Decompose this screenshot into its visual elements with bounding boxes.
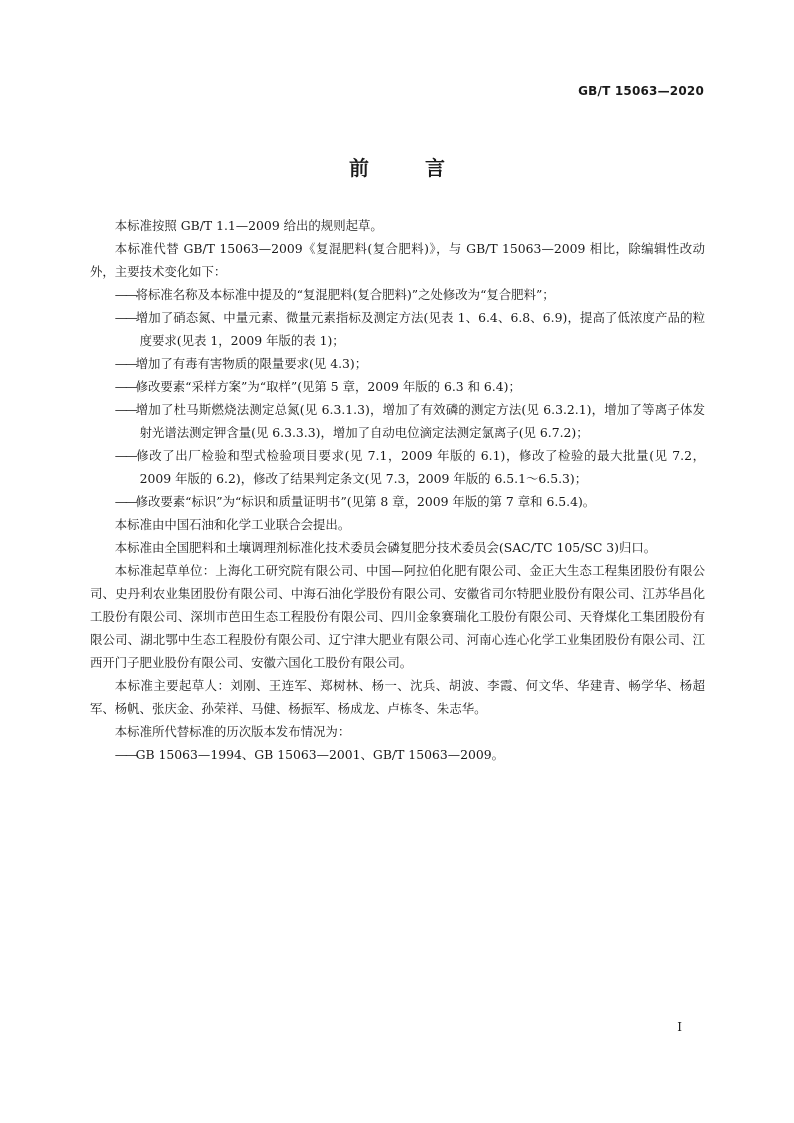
paragraph-drafting-rules: 本标准按照 GB/T 1.1—2009 给出的规则起草。 bbox=[114, 218, 383, 233]
previous-editions-text: GB 15063—1994、GB 15063—2001、GB/T 15063—2009。 bbox=[135, 747, 505, 762]
dash-mark: —— bbox=[114, 379, 136, 394]
dash-mark: —— bbox=[114, 402, 136, 417]
foreword-body bbox=[90, 214, 705, 766]
paragraph-drafting-units: 本标准起草单位：上海化工研究院有限公司、中国—阿拉伯化肥有限公司、金正大生态工程集团股份有限公司、史丹利农业集团股份有限公司、中海石油化学股份有限公司、安徽省司尔特肥业股份有限公司、江苏华昌化工股份有限公司、深圳市芭田生态工程股份有限公司、四川金象赛瑞化工股份有限公司、天脊煤化工集团股份有限公司、湖北鄂中生态工程股份有限公司、辽宁津大肥业有限公司、河南心连心化学工业集团股份有限公司、江西开门子肥业股份有限公司、安徽六国化工股份有限公司。 bbox=[90, 563, 705, 670]
change-item-text: 增加了有毒有害物质的限量要求(见 4.3)； bbox=[135, 356, 368, 371]
page-number: I bbox=[677, 1020, 682, 1034]
dash-mark: —— bbox=[114, 287, 136, 302]
paragraph-replacement: 本标准代替 GB/T 15063—2009《复混肥料(复合肥料)》，与 GB/T 15063—2009 相比，除编辑性改动外，主要技术变化如下： bbox=[90, 241, 705, 279]
change-item-1 bbox=[90, 283, 705, 306]
change-item-3 bbox=[90, 352, 705, 375]
document-code: GB/T 15063—2020 bbox=[578, 84, 704, 98]
paragraph-drafters: 本标准主要起草人：刘刚、王连军、郑树林、杨一、沈兵、胡波、李霞、何文华、华建青、畅学华、杨超军、杨帆、张庆金、孙荣祥、马健、杨振军、杨成龙、卢栋冬、朱志华。 bbox=[90, 678, 705, 716]
title-char-2: 言 bbox=[425, 156, 445, 180]
previous-editions-item bbox=[90, 743, 705, 766]
change-item-5 bbox=[90, 398, 705, 444]
dash-mark: —— bbox=[114, 356, 136, 371]
change-item-7 bbox=[90, 490, 705, 513]
change-item-text: 增加了杜马斯燃烧法测定总氮(见 6.3.1.3)，增加了有效磷的测定方法(见 6.3.2.1)，增加了等离子体发射光谱法测定钾含量(见 6.3.3.3)，增加了自动电位滴定法测定氯离子(见 6.7.2)； bbox=[135, 402, 705, 440]
page-title bbox=[0, 152, 794, 181]
change-item-text: 修改了出厂检验和型式检验项目要求(见 7.1，2009 年版的 6.1)，修改了检验的最大批量(见 7.2，2009 年版的 6.2)，修改了结果判定条文(见 7.3，2009 年版的 6.5.1～6.5.3)； bbox=[135, 448, 705, 486]
change-item-text: 修改要素“标识”为“标识和质量证明书”(见第 8 章，2009 年版的第 7 章和 6.5.4)。 bbox=[135, 494, 596, 509]
change-item-text: 将标准名称及本标准中提及的“复混肥料(复合肥料)”之处修改为“复合肥料”； bbox=[135, 287, 555, 302]
change-item-text: 修改要素“采样方案”为“取样”(见第 5 章，2009 年版的 6.3 和 6.4)； bbox=[135, 379, 521, 394]
dash-mark: —— bbox=[114, 494, 136, 509]
paragraph-responsible-committee: 本标准由全国肥料和土壤调理剂标准化技术委员会磷复肥分技术委员会(SAC/TC 105/SC 3)归口。 bbox=[114, 540, 657, 555]
title-char-1: 前 bbox=[349, 156, 369, 180]
change-item-2 bbox=[90, 306, 705, 352]
change-item-6 bbox=[90, 444, 705, 490]
dash-mark: —— bbox=[114, 747, 136, 762]
change-item-4 bbox=[90, 375, 705, 398]
change-item-text: 增加了硝态氮、中量元素、微量元素指标及测定方法(见表 1、6.4、6.8、6.9)，提高了低浓度产品的粒度要求(见表 1，2009 年版的表 1)； bbox=[135, 310, 705, 348]
dash-mark: —— bbox=[114, 310, 136, 325]
paragraph-proposer: 本标准由中国石油和化学工业联合会提出。 bbox=[114, 517, 351, 532]
dash-mark: —— bbox=[114, 448, 136, 463]
paragraph-previous-editions: 本标准所代替标准的历次版本发布情况为： bbox=[114, 724, 351, 739]
